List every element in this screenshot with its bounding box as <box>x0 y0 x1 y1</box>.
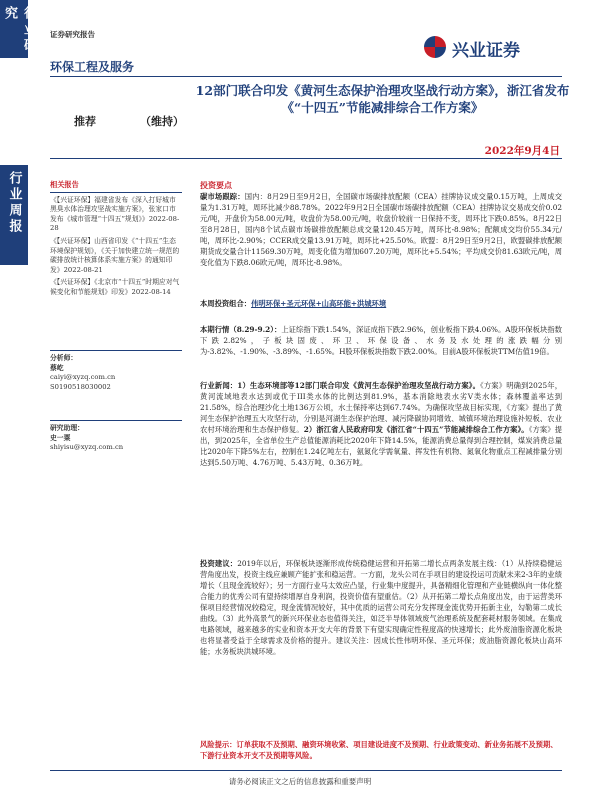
logo-mark-icon <box>424 36 446 58</box>
advice-paragraph <box>200 558 562 657</box>
policy-label: 行业新闻： <box>200 381 238 390</box>
divider <box>50 350 182 351</box>
company-logo <box>424 34 574 64</box>
analyst-name: 蔡屹 <box>50 363 64 372</box>
points-heading: 投资要点 <box>200 180 232 190</box>
side-tab-research <box>0 0 36 58</box>
divider <box>50 192 182 193</box>
policy-2-text: 《方案》提出，到2025年，全省单位生产总值能源消耗比2020年下降14.5%，能源消费总量得到合理控制，煤炭消费总量比2020年下降5%左右，控制在1.24亿吨左右，氨氮化学需氧量、挥发性有机物、氮氧化物重点工程减排量分别达到5.50万吨、4.76万吨、5.43万吨、0.36万吨。 <box>200 425 562 467</box>
risk-warning: 风险提示：订单获取不及预期、融资环境收紧、项目建设进度不及预期、行业政策变动、新业务拓展不及预期、下游行业资本开支不及预期等风险。 <box>200 740 558 760</box>
policy-1-head: 1）生态环境部等12部门联合印发《黄河生态保护治理攻坚战行动方案》。 <box>237 381 481 390</box>
disclaimer-footer: 请务必阅读正文之后的信息披露和重要声明 <box>228 777 372 786</box>
related-reports <box>50 180 182 298</box>
policy-1-text: 《方案》明确到2025年，黄河流域地表水达到或优于III类水体的比例达到81.9%，基本消除地表水劣V类水体；森林覆盖率达到21.58%，综合治理沙化土地136万公顷，水土保持率达到67.74%。为确保攻坚战目标实现，《方案》提出了黄河生态保护治理五大攻坚行动，分别是河湖生态保护治理、减污降碳协同增效、城镇环境治理设施补短板、农业农村环境治理和生态保护修复。 <box>200 381 563 434</box>
analyst-cert: S0190518030002 <box>50 382 111 391</box>
industry-name: 环保工程及服务 <box>50 60 135 74</box>
carbon-text: 国内：8月29日至9月2日，全国碳市场碳排放配额（CEA）挂牌协议成交量0.15万吨，上周成交量为1.31万吨，周环比减少88.78%。2022年9月2日全国碳市场碳排放配额（CEA）挂牌协议交易成交价0.02元/吨，开盘价为58.00元/吨，收盘价为58.00元/吨，收盘价较前一日保持不变，周环比下跌0.85%。8月22日至8月28日，国内8个试点碳市场碳排放配额总成交量120.45万吨，周环比-8.98%；配额成交均价55.34元/吨，周环比-2.90%；CCER成交量13.91万吨，周环比+25.50%。欧盟：8月29日至9月2日，欧盟碳排放配额期货成交量合计11569.30万吨，周变化值为增加607.20万吨，周环比+5.54%；平均成交价81.63欧元/吨，周变化值为下跌8.06欧元/吨，周环比-8.98%。 <box>200 192 562 267</box>
market-label: 本期行情（8.29-9.2）： <box>200 325 282 334</box>
side-tab-research-label: 行业研究 <box>2 6 36 54</box>
policy-2-head: 2）浙江省人民政府印发《浙江省“十四五”节能减排综合工作方案》。 <box>303 425 529 434</box>
rating-change: （维持） <box>140 115 184 128</box>
policy-paragraph <box>200 380 562 468</box>
advice-text: 2019年以后，环保板块逐渐形成传统稳健运营和开拓第二增长点两条发展主线：（1）从持续稳健运营角度出发，投资主线应兼顾产能扩张和稳运营。一方面，龙头公司在手项目的建设投运可贡献未来2-3年的业绩增长（且现金流较好）；另一方面行业马太效应凸显，行业集中度提升，具备精细化管理和产业链横纵向一体化整合能力的优秀公司有望持续增厚自身利润，投资价值有望重估。（2）从开拓第二增长点角度出发，由于运营类环保项目经营情况较稳定，现金流情况较好，其中优质的运营公司充分发挥现金流优势开拓新主业，勾勒第二成长曲线。（3）此外高景气的新兴环保业态也值得关注，如泛半导体领域废气治理系统及配套耗材服务领域。在集成电路领域，越来越多的实业和资本开支大年的背景下有望实现确定性程度高的快速增长；此外废油脂资源化板块也将显著受益于全球需求及价格的提升。建议关注：因成长性伟明环保、圣元环保；废油脂资源化板块山高环能；水务板块洪城环境。 <box>200 559 563 656</box>
portfolio-paragraph <box>200 298 562 309</box>
related-report-item[interactable]: 《【兴证环保】《北京市“十四五”时期应对气候变化和节能规划》印发》2022-08-14 <box>50 278 180 296</box>
market-text: 上证综指下跌1.54%，深证成指下跌2.96%，创业板指下跌4.06%。A股环保板块指数下跌2.82%，子板块固废、环卫、环保设备、水务及水处理的涨跌幅分别为-3.82%、-1.90%、-3.89%、-1.65%。H股环保板块指数下跌2.00%。目前A股环保板块TTM估值19倍。 <box>200 325 562 356</box>
logo-text: 兴业证券 <box>452 41 520 61</box>
side-tab-weekly <box>0 165 28 265</box>
carbon-market-paragraph <box>200 191 562 268</box>
assistant-role: 研究助理： <box>50 424 84 432</box>
divider <box>50 420 182 421</box>
report-title: 12部门联合印发《黄河生态保护治理攻坚战行动方案》，浙江省发布《“十四五”节能减排综合工作方案》 <box>195 83 570 115</box>
analyst-block <box>50 348 182 392</box>
assistant-email[interactable]: shiyisu@xyzq.com.cn <box>50 443 124 452</box>
report-date: 2022年9月4日 <box>484 145 560 157</box>
related-report-item[interactable]: 《【兴证环保】山西省印发《“十四五”生态环境保护规划》，《关于加快建立统一规范的碳排放统计核算体系实施方案》的通知印发》2022-08-21 <box>50 236 180 274</box>
report-type: 证券研究报告 <box>50 30 95 39</box>
assistant-name: 史一粟 <box>50 433 71 442</box>
rating: 推荐 <box>74 115 96 128</box>
divider <box>50 76 562 77</box>
market-paragraph <box>200 324 562 357</box>
divider <box>50 770 562 771</box>
related-reports-heading: 相关报告 <box>50 180 79 189</box>
divider <box>50 158 562 159</box>
portfolio-text: 伟明环保+圣元环保+山高环能+洪城环境 <box>251 299 387 308</box>
analyst-role: 分析师： <box>50 354 78 362</box>
advice-label: 投资建议： <box>200 559 238 568</box>
side-tab-weekly-label: 行业周报 <box>6 171 22 235</box>
investment-points <box>200 180 562 268</box>
carbon-label: 碳市场跟踪： <box>200 192 245 201</box>
analyst-email[interactable]: caiyi@xyzq.com.cn <box>50 373 116 382</box>
assistant-block <box>50 418 182 453</box>
related-report-item[interactable]: 《【兴证环保】福建省发布《深入打好城市黑臭水体治理攻坚战实施方案》，张家口市发布《城市管理“十四五”规划》》2022-08-28 <box>50 195 180 233</box>
portfolio-label: 本周投资组合： <box>200 299 252 308</box>
